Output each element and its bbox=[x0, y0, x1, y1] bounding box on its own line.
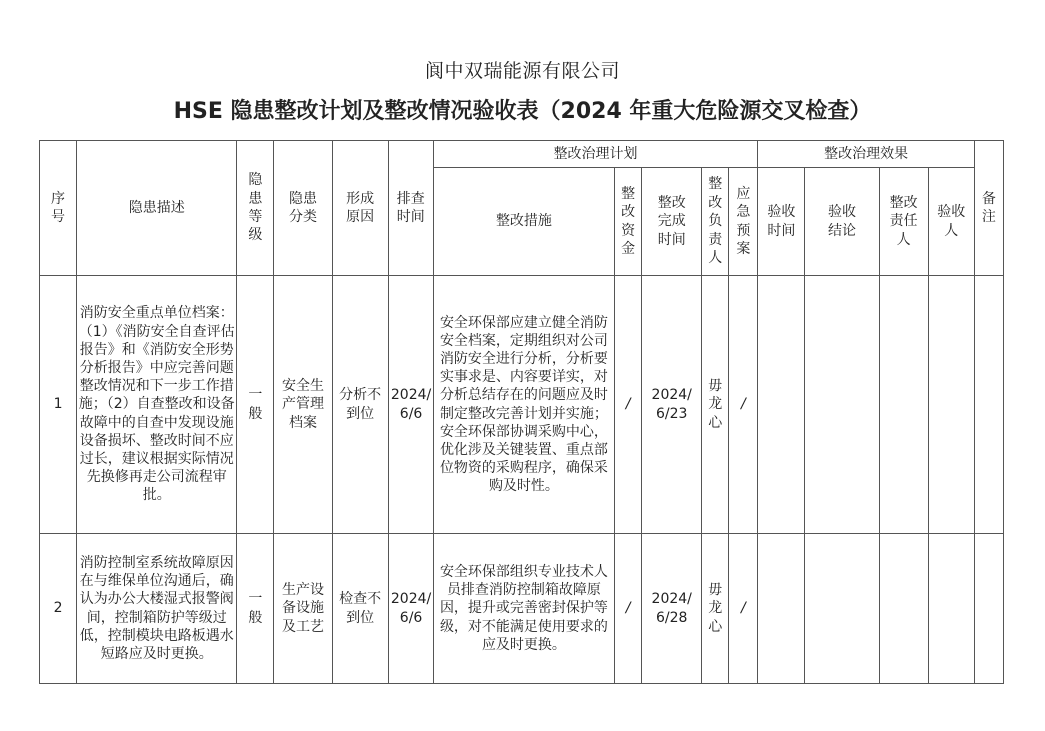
row-plan: / bbox=[729, 276, 758, 534]
row-responsible bbox=[879, 534, 928, 684]
row-measure: 安全环保部应建立健全消防安全档案，定期组织对公司消防安全进行分析，分析要实事求是、内容要详实，对分析总结存在的问题应及时制定整改完善计划并实施；安全环保部协调采购中心，优化涉及关键装置、重点部位物资的采购程序，确保采购及时性。 bbox=[433, 276, 614, 534]
header-description: 隐患描述 bbox=[77, 141, 237, 276]
rectification-table bbox=[39, 140, 1004, 684]
row-remark bbox=[974, 276, 1003, 534]
header-due-time: 整改完成时间 bbox=[642, 168, 702, 276]
row-accept-time bbox=[758, 276, 805, 534]
header-owner: 整改负责人 bbox=[702, 168, 729, 276]
company-name: 阆中双瑞能源有限公司 bbox=[424, 60, 620, 82]
row-measure: 安全环保部组织专业技术人员排查消防控制箱故障原因，提升或完善密封保护等级，对不能满足使用要求的应及时更换。 bbox=[433, 534, 614, 684]
header-responsible: 整改责任人 bbox=[879, 168, 928, 276]
header-cause: 形成原因 bbox=[332, 141, 388, 276]
row-owner: 毋龙心 bbox=[702, 534, 729, 684]
header-group-plan: 整改治理计划 bbox=[433, 141, 758, 168]
header-remark: 备注 bbox=[974, 141, 1003, 276]
row-conclusion bbox=[805, 534, 879, 684]
header-accept-time: 验收时间 bbox=[758, 168, 805, 276]
header-measure: 整改措施 bbox=[433, 168, 614, 276]
header-acceptor: 验收人 bbox=[928, 168, 974, 276]
row-category: 生产设备设施及工艺 bbox=[274, 534, 332, 684]
row-cause: 分析不到位 bbox=[332, 276, 388, 534]
row-remark bbox=[974, 534, 1003, 684]
row-plan: / bbox=[729, 534, 758, 684]
row-level: 一般 bbox=[237, 534, 274, 684]
row-check-time: 2024/6/6 bbox=[388, 276, 433, 534]
row-description: 消防控制室系统故障原因在与维保单位沟通后，确认为办公大楼湿式报警阀间，控制箱防护等级过低，控制模块电路板遇水短路应及时更换。 bbox=[77, 534, 237, 684]
row-acceptor bbox=[928, 534, 974, 684]
document-title: HSE 隐患整改计划及整改情况验收表（2024 年重大危险源交叉检查） bbox=[173, 99, 872, 124]
header-category: 隐患分类 bbox=[274, 141, 332, 276]
header-funds: 整改资金 bbox=[615, 168, 642, 276]
row-funds: / bbox=[615, 276, 642, 534]
header-plan: 应急预案 bbox=[729, 168, 758, 276]
row-description: 消防安全重点单位档案：（1）《消防安全自查评估报告》和《消防安全形势分析报告》中应完善问题整改情况和下一步工作措施；（2）自查整改和设备故障中的自查中发现设施设备损坏、整改时间不应过长，建议根据实际情况先换修再走公司流程审批。 bbox=[77, 276, 237, 534]
header-check-time: 排查时间 bbox=[388, 141, 433, 276]
row-due-time: 2024/6/23 bbox=[642, 276, 702, 534]
row-check-time: 2024/6/6 bbox=[388, 534, 433, 684]
row-accept-time bbox=[758, 534, 805, 684]
row-responsible bbox=[879, 276, 928, 534]
table-row bbox=[40, 276, 1004, 534]
row-cause: 检查不到位 bbox=[332, 534, 388, 684]
row-level: 一般 bbox=[237, 276, 274, 534]
row-owner: 毋龙心 bbox=[702, 276, 729, 534]
header-level: 隐患等级 bbox=[237, 141, 274, 276]
row-conclusion bbox=[805, 276, 879, 534]
row-funds: / bbox=[615, 534, 642, 684]
row-category: 安全生产管理档案 bbox=[274, 276, 332, 534]
row-seq: 1 bbox=[40, 276, 77, 534]
header-conclusion: 验收结论 bbox=[805, 168, 879, 276]
row-due-time: 2024/6/28 bbox=[642, 534, 702, 684]
table-row bbox=[40, 534, 1004, 684]
row-seq: 2 bbox=[40, 534, 77, 684]
header-group-effect: 整改治理效果 bbox=[758, 141, 974, 168]
row-acceptor bbox=[928, 276, 974, 534]
header-seq: 序号 bbox=[40, 141, 77, 276]
